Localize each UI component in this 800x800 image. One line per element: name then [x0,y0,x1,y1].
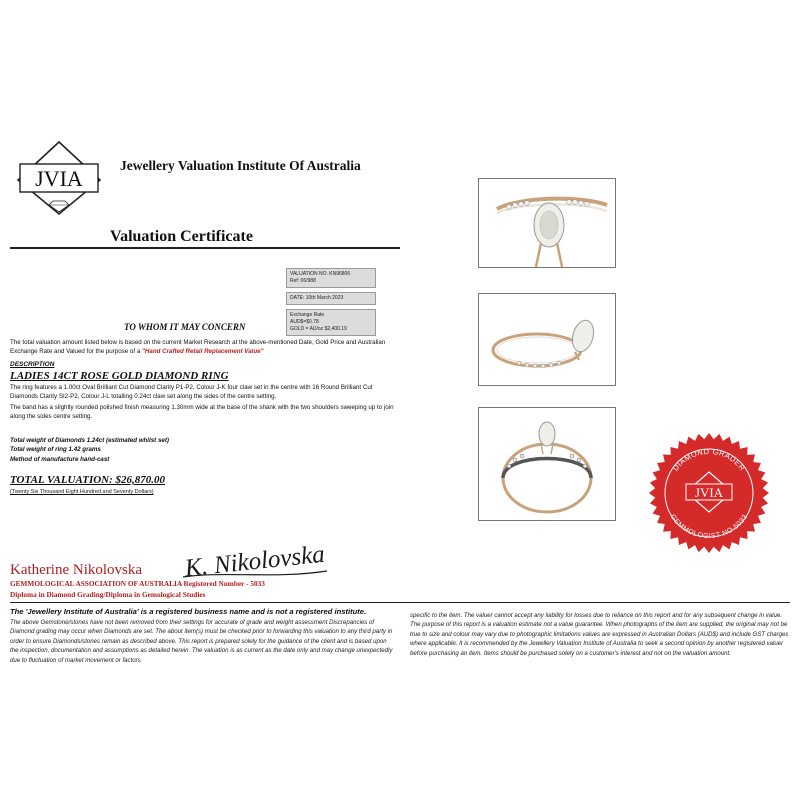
weights-block [10,436,169,464]
gold-rate: GOLD = AU/oz $2,400.19 [290,326,347,332]
manufacture-method: Method of manufacture hand-cast [10,455,110,463]
valuation-info-box [286,268,376,340]
seal-center-text: JVIA [694,485,724,500]
valuation-number: VALUATION NO. KN96806 [290,271,351,277]
item-description-p1: The ring features a 1.00ct Oval Brilliant Cut Diamond Clarity P1-P2, Colour J-K four claw set in the centre with 16 Round Brilliant Cut Diamonds Clarity SI2-P2, Colour J-L totalling 0.24ct claw set along the sides of the centre setting. [10,384,373,400]
certificate-title: Valuation Certificate [110,228,253,245]
exchange-title: Exchange Rate [290,312,325,318]
association-line: GEMMOLOGICAL ASSOCIATION OF AUSTRALIA Registered Number - 5033 [10,579,265,588]
ring-photo-side [478,293,616,386]
valuer-name: Katherine Nikolovska [10,562,143,578]
item-description [10,384,395,424]
footer-left-text: The above Gemstone/stones have not been removed from their settings for accurate of grade and weight assessment Discrepancies of Diamond grading may occur when Diamonds are set. The about item(s) must be checked prior to forwarding this valuation to any third party in order to ensure Diamonds/stones remain as described above. This report is prepared solely for the guidance of the client and is based upon the inspection, documentation and assumptions as detailed herein. The valuation is as current as the date only and may change unexpectedly due to fluctuation of market movement or factors [10,618,393,664]
logo-text: JVIA [35,166,83,191]
ring-photo-front [478,407,616,521]
intro-paragraph [10,339,395,356]
institute-name: Jewellery Valuation Institute Of Australia [120,158,361,173]
diamond-weight: Total weight of Diamonds 1.24ct (estimated whilst set) [10,437,169,444]
diploma-line: Diploma in Diamond Grading/Diploma in Gemological Studies [10,590,206,599]
reference-number: Ref: 06/988 [290,278,316,284]
exchange-cell [286,309,376,336]
seal-bottom-text: GEMMOLOGIST NO 5033 [668,513,750,541]
item-title: LADIES 14CT ROSE GOLD DIAMOND RING [10,370,229,382]
footer-statement: The 'Jewellery Institute of Australia' is a registered business name and is not a registered institute. [10,607,367,616]
gemmologist-seal [648,432,770,554]
valuation-date: DATE: 10th March 2023 [290,295,344,301]
valuation-purpose: "Hand Crafted Retail Replacement Value" [142,347,264,355]
intro-text: The total valuation amount listed below is based on the current Market Research at the above-mentioned Date, Gold Price and Australian Exchange Rate and Valued for the purpose of a [10,339,386,355]
addressee: TO WHOM IT MAY CONCERN [124,322,246,332]
ring-weight: Total weight of ring 1.42 grams [10,446,101,454]
ring-photo-top [478,178,616,268]
diamond-icon [49,201,69,212]
footer-divider [10,602,790,603]
item-description-p2: The band has a slightly rounded polished finish measuring 1.30mm wide at the base of the shank with the two shoulders sweeping up to join along the sides centre setting. [10,403,394,420]
valuation-number-cell [286,268,376,288]
seal-top-text: DIAMOND GRADER [670,446,748,473]
svg-text:K. Nikolovska: K. Nikolovska [183,540,326,583]
footer-right-text: specific to the item. The valuer cannot accept any liability for losses due to reliance on this report and for any subsequent change in value. The purpose of this report is a valuation estimate not a value guarantee. When photographs of the item are supplied, the original may not be true to size and colour may vary due to photographic limitations values are expressed in Australian Dollars (AUD$) and include GST charges where applicable. It is recommended by the Jewellery Valuation Institute of Australia to seek a second opinion by another registered valuer before purchasing an item. Items should be purchased solely on a customer's interest and not on the valuation amount. [410,612,789,657]
date-cell [286,292,376,305]
jvia-logo [14,138,104,218]
footer-left [10,606,395,665]
title-divider [10,247,400,249]
valuer-signature [175,535,335,585]
description-label: DESCRIPTION [10,361,55,368]
total-in-words: (Twenty Six Thousand Eight Hundred and Seventy Dollars) [10,489,154,495]
total-valuation: TOTAL VALUATION: $26,870.00 [10,474,166,486]
aud-rate: AUD$=$0.78 [290,319,319,325]
